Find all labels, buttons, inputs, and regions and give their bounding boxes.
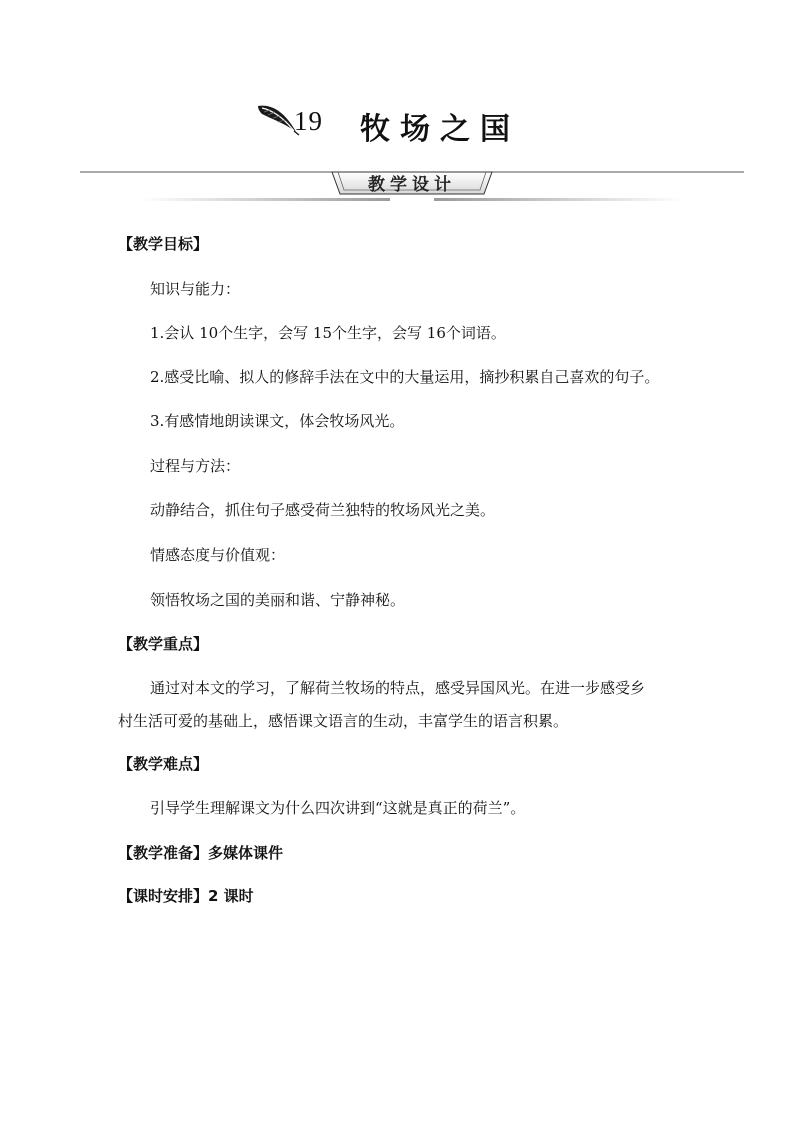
- objective-item-3: 3.有感情地朗读课文，体会牧场风光。: [150, 412, 405, 430]
- process-heading: 过程与方法：: [150, 457, 241, 475]
- objectives-heading: 【教学目标】: [118, 235, 209, 253]
- lesson-number: 19: [294, 106, 323, 136]
- key-points-line-1: 通过对本文的学习，了解荷兰牧场的特点，感受异国风光。在进一步感受乡: [150, 679, 646, 697]
- banner-label: 教学设计: [368, 175, 456, 195]
- section-banner: [80, 160, 744, 208]
- objective-item-1: 1.会认 10个生字，会写 15个生字，会写 16个词语。: [150, 324, 506, 342]
- lesson-title: 牧场之国: [360, 112, 520, 147]
- objective-item-2: 2.感受比喻、拟人的修辞手法在文中的大量运用，摘抄积累自己喜欢的句子。: [150, 368, 660, 386]
- preparation-line: 【教学准备】多媒体课件: [118, 844, 284, 862]
- knowledge-heading: 知识与能力：: [150, 280, 241, 298]
- difficulties-heading: 【教学难点】: [118, 755, 209, 773]
- emotion-heading: 情感态度与价值观：: [150, 546, 286, 564]
- process-text: 动静结合，抓住句子感受荷兰独特的牧场风光之美。: [150, 501, 496, 519]
- key-points-line-2: 村生活可爱的基础上，感悟课文语言的生动，丰富学生的语言积累。: [118, 712, 569, 730]
- difficulties-text: 引导学生理解课文为什么四次讲到“这就是真正的荷兰”。: [150, 799, 526, 817]
- schedule-line: 【课时安排】2 课时: [118, 887, 254, 905]
- lesson-title-row: [252, 100, 572, 148]
- emotion-text: 领悟牧场之国的美丽和谐、宁静神秘。: [150, 591, 406, 609]
- key-points-heading: 【教学重点】: [118, 635, 209, 653]
